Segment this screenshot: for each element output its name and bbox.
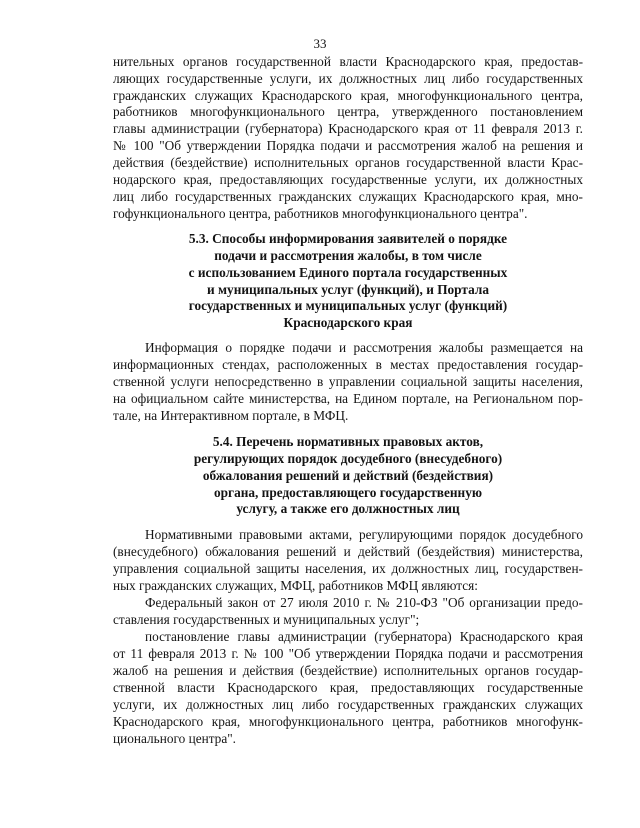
text-line: информационных стендах, расположенных в местах предоставления государ- bbox=[113, 357, 583, 372]
heading-line: подачи и рассмотрения жалобы, в том числе bbox=[214, 248, 482, 263]
text-line: услуги, их должностных лиц либо государственных гражданских служащих bbox=[113, 697, 583, 712]
heading-line: 5.4. Перечень нормативных правовых актов, bbox=[212, 434, 484, 449]
text-line: гофункционального центра, работников многофункционального центра". bbox=[113, 206, 528, 221]
text-line: № 100 "Об утверждении Порядка подачи и рассмотрения жалоб на решения и bbox=[113, 138, 583, 153]
text-line: ственной власти Краснодарского края, предоставляющих государственные bbox=[113, 680, 583, 695]
page-number: 33 bbox=[313, 36, 327, 51]
text-line: ляющих государственные услуги, их должностных лиц либо государственных bbox=[113, 71, 583, 86]
text-line: тале, на Интерактивном портале, в МФЦ. bbox=[113, 408, 349, 423]
text-line: действия (бездействие) исполнительных органов государственной власти Крас- bbox=[113, 155, 583, 170]
heading-line: обжалования решений и действий (бездействия) bbox=[202, 468, 494, 483]
heading-line: услугу, а также его должностных лиц bbox=[236, 501, 460, 516]
text-line: (внесудебного) обжалования решений и действий (бездействия) министерства, bbox=[113, 544, 583, 559]
heading-line: 5.3. Способы информирования заявителей о порядке bbox=[188, 231, 508, 246]
heading-line: и муниципальных услуг (функций), и Портала bbox=[207, 282, 489, 297]
text-line: лиц либо государственных гражданских служащих Краснодарского края, мно- bbox=[113, 189, 583, 204]
heading-line: с использованием Единого портала государственных bbox=[188, 265, 508, 280]
text-line: ных гражданских служащих, МФЦ, работников МФЦ являются: bbox=[113, 578, 478, 593]
heading-line: органа, предоставляющего государственную bbox=[213, 485, 483, 500]
text-line: Нормативными правовыми актами, регулирующими порядок досудебного bbox=[145, 527, 583, 542]
text-line: ственной услуги непосредственно в управлении социальной защиты населения, bbox=[113, 374, 583, 389]
text-line: ставления государственных и муниципальных услуг"; bbox=[113, 612, 420, 627]
text-line: от 11 февраля 2013 г. № 100 "Об утверждении Порядка подачи и рассмотрения bbox=[113, 646, 583, 661]
text-line: на официальном сайте министерства, на Едином портале, на Региональном пор- bbox=[113, 391, 583, 406]
text-line: постановление главы администрации (губернатора) Краснодарского края bbox=[145, 629, 583, 644]
text-line: жалоб на решения и действия (бездействие) исполнительных органов государ- bbox=[113, 663, 583, 678]
text-line: главы администрации (губернатора) Краснодарского края от 11 февраля 2013 г. bbox=[113, 121, 583, 136]
text-line: управления социальной защиты населения, их должностных лиц, государствен- bbox=[113, 561, 583, 576]
heading-line: регулирующих порядок досудебного (внесудебного) bbox=[193, 451, 503, 466]
text-line: ционального центра". bbox=[113, 731, 236, 746]
text-line: гражданских служащих Краснодарского края, многофункционального центра, bbox=[113, 88, 583, 103]
text-line: нительных органов государственной власти Краснодарского края, предостав- bbox=[113, 54, 583, 69]
text-line: Федеральный закон от 27 июля 2010 г. № 210-ФЗ "Об организации предо- bbox=[145, 595, 583, 610]
heading-line: государственных и муниципальных услуг (функций) bbox=[188, 298, 508, 313]
text-line: нодарского края, предоставляющих государственные услуги, их должностных bbox=[113, 172, 583, 187]
text-line: работников многофункционального центра, утвержденного постановлением bbox=[113, 104, 583, 119]
text-line: Информация о порядке подачи и рассмотрения жалобы размещается на bbox=[145, 340, 583, 355]
text-line: Краснодарского края, многофункционального центра, работников многофунк- bbox=[113, 714, 583, 729]
heading-line: Краснодарского края bbox=[283, 315, 413, 330]
